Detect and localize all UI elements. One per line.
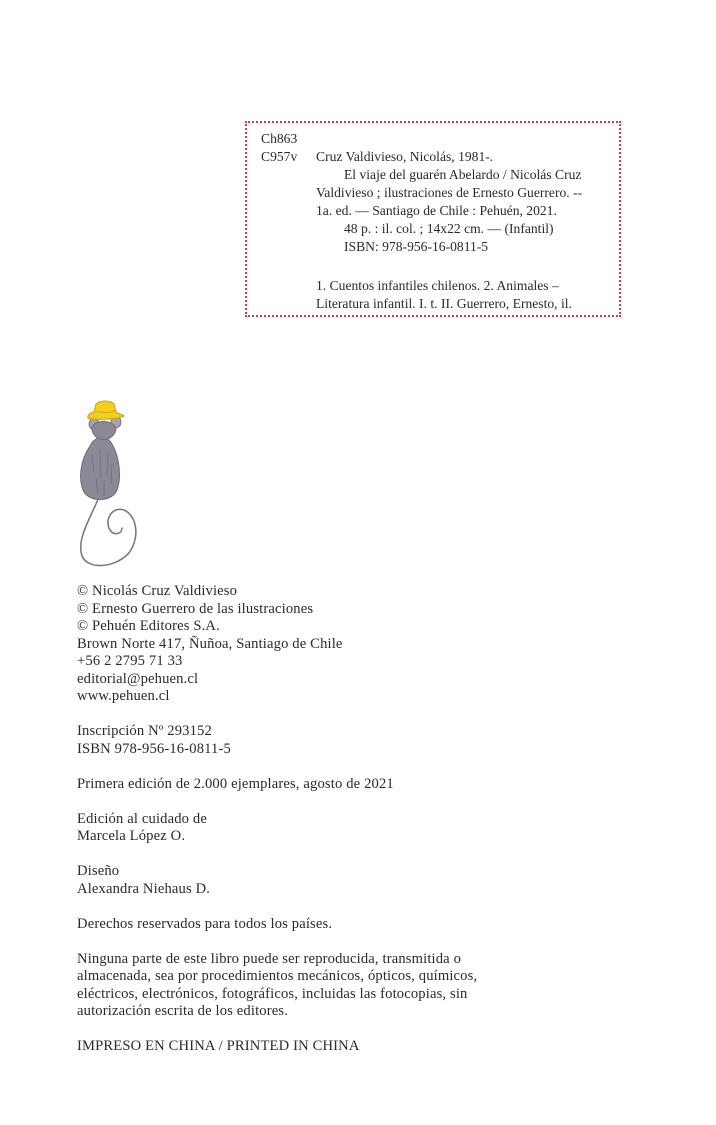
design-label: Diseño	[77, 863, 120, 879]
author-copyright: © Nicolás Cruz Valdivieso	[77, 583, 238, 599]
publisher-address: Brown Norte 417, Ñuñoa, Santiago de Chile	[77, 635, 343, 652]
printed-block	[77, 1038, 677, 1056]
illustrator-copyright: © Ernesto Guerrero de las ilustraciones	[77, 600, 314, 617]
cutter-number: C957v	[261, 149, 298, 164]
notice-line: eléctricos, electrónicos, fotográficos, incluidas las fotocopias, sin	[77, 985, 468, 1002]
credits-block	[77, 583, 677, 706]
editing-label: Edición al cuidado de	[77, 810, 207, 827]
class-number: Ch863	[261, 131, 298, 146]
editing-block	[77, 811, 677, 846]
catalog-subjects-cont: Literatura infantil. I. t. II. Guerrero, Ernesto, il.	[316, 296, 572, 311]
registration-number: Inscripción Nº 293152	[77, 723, 212, 739]
catalog-isbn: ISBN: 978-956-16-0811-5	[344, 239, 489, 254]
notice-line: autorización escrita de los editores.	[77, 1003, 288, 1019]
editor-name: Marcela López O.	[77, 828, 186, 844]
printed-in: IMPRESO EN CHINA / PRINTED IN CHINA	[77, 1038, 360, 1054]
colophon	[77, 583, 677, 1073]
rat-with-yellow-hat-icon	[70, 398, 150, 570]
publisher-phone: +56 2 2795 71 33	[77, 653, 183, 669]
registration-block	[77, 723, 677, 758]
rights-statement: Derechos reservados para todos los países.	[77, 915, 333, 932]
rights-block	[77, 916, 677, 934]
designer-name: Alexandra Niehaus D.	[77, 880, 211, 897]
publisher-website: www.pehuen.cl	[77, 688, 170, 704]
edition-info: Primera edición de 2.000 ejemplares, agosto de 2021	[77, 775, 394, 792]
catalog-title-cont: Valdivieso ; ilustraciones de Ernesto Guerrero. --	[316, 185, 583, 200]
isbn: ISBN 978-956-16-0811-5	[77, 740, 231, 757]
publisher-copyright: © Pehuén Editores S.A.	[77, 618, 220, 634]
catalog-subjects: 1. Cuentos infantiles chilenos. 2. Animales –	[316, 278, 559, 293]
publisher-email: editorial@pehuen.cl	[77, 670, 199, 687]
catalog-physical: 48 p. : il. col. ; 14x22 cm. –– (Infantil)	[344, 221, 554, 236]
design-block	[77, 863, 677, 898]
edition-block	[77, 776, 677, 794]
catalog-card	[245, 121, 621, 317]
catalog-title: El viaje del guarén Abelardo / Nicolás Cruz	[344, 167, 582, 182]
notice-line: almacenada, sea por procedimientos mecánicos, ópticos, químicos,	[77, 968, 478, 984]
catalog-author: Cruz Valdivieso, Nicolás, 1981-.	[316, 149, 494, 164]
notice-block	[77, 951, 677, 1021]
catalog-edition: 1a. ed. –– Santiago de Chile : Pehuén, 2021.	[316, 203, 557, 218]
notice-line: Ninguna parte de este libro puede ser reproducida, transmitida o	[77, 950, 462, 967]
